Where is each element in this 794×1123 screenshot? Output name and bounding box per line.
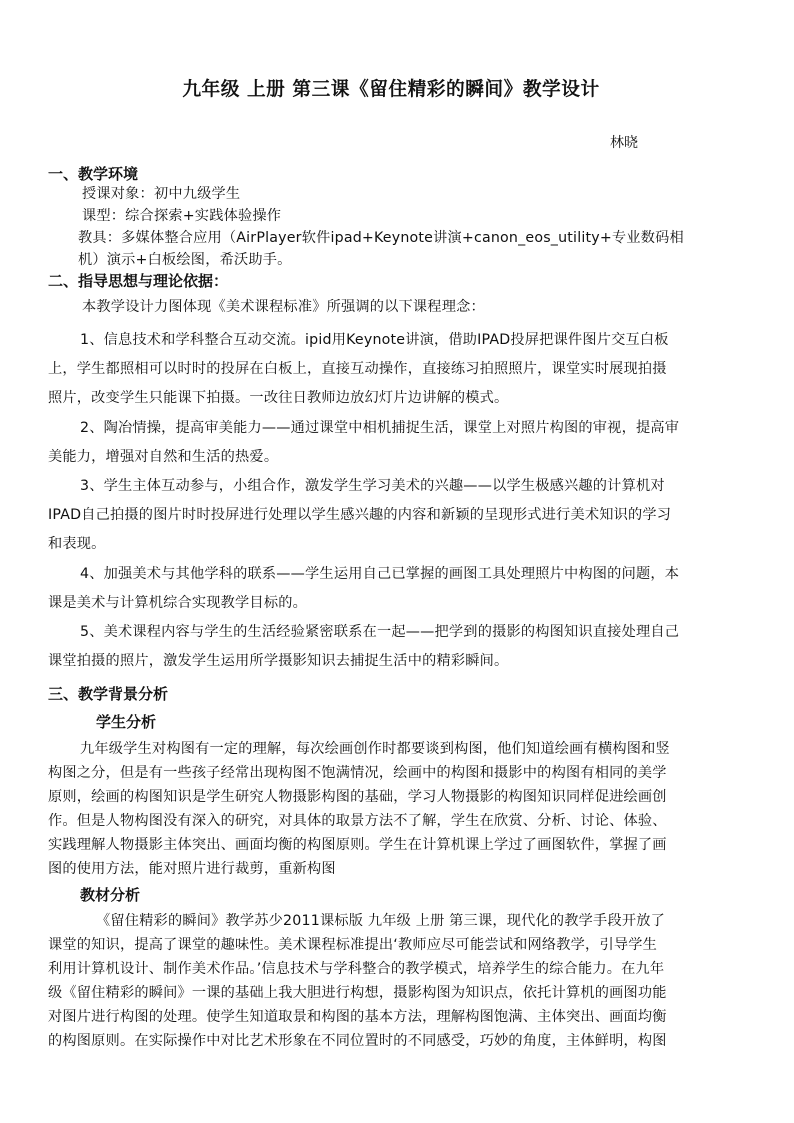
paragraph-line: 课堂拍摄的照片，激发学生运用所学摄影知识去捕捉生活中的精彩瞬间。 [48, 653, 509, 669]
paragraph-line: 图的使用方法，能对照片进行裁剪，重新构图 [48, 861, 336, 877]
paragraph-line: 课型：综合探索+实践体验操作 [82, 208, 282, 224]
paragraph-line: 1、信息技术和学科整合互动交流。ipid用Keynote讲演，借助IPAD投屏把课件图片交互白板 [80, 332, 669, 348]
paragraph-line: 原则，绘画的构图知识是学生研究人物摄影构图的基础，学习人物摄影的构图知识同样促进绘画创 [48, 789, 667, 805]
paragraph-line: 5、美术课程内容与学生的生活经验紧密联系在一起——把学到的摄影的构图知识直接处理自己 [80, 624, 680, 640]
subsection-heading: 学生分析 [96, 713, 157, 731]
paragraph-line: IPAD自己拍摄的图片时时投屏进行处理以学生感兴趣的内容和新颖的呈现形式进行美术知识的学习 [48, 507, 672, 523]
subsection-heading: 教材分析 [80, 886, 141, 904]
paragraph-line: 美能力，增强对自然和生活的热爱。 [48, 449, 279, 465]
paragraph-line: 作。但是人物构图没有深入的研究，对具体的取景方法不了解，学生在欣赏、分析、讨论、体验、 [48, 813, 667, 829]
paragraph-line: 4、加强美术与其他学科的联系——学生运用自己已掌握的画图工具处理照片中构图的问题，本 [80, 566, 680, 582]
paragraph-line: 和表现。 [48, 536, 106, 552]
paragraph-line: 本教学设计力图体现《美术课程标准》所强调的以下课程理念： [82, 299, 485, 315]
paragraph-line: 对图片进行构图的处理。使学生知道取景和构图的基本方法，理解构图饱满、主体突出、画面均衡 [48, 1009, 667, 1025]
paragraph-line: 课是美术与计算机综合实现教学目标的。 [48, 595, 307, 611]
paragraph-line: 课堂的知识，提高了课堂的趣味性。美术课程标准提出‘教师应尽可能尝试和网络教学，引导学生 [48, 937, 657, 953]
paragraph-line: 上，学生都照相可以时时的投屏在白板上，直接互动操作，直接练习拍照照片，课堂实时展现拍摄 [48, 361, 667, 377]
section-heading: 三、教学背景分析 [48, 685, 169, 703]
document-title: 九年级 上册 第三课《留住精彩的瞬间》教学设计 [182, 78, 600, 100]
paragraph-line: 教具：多媒体整合应用（AirPlayer软件ipad+Keynote讲演+canon_eos_utility+专业数码相 [78, 230, 684, 246]
paragraph-line: 机）演示+白板绘图，希沃助手。 [78, 252, 292, 268]
paragraph-line: 实践理解人物摄影主体突出、画面均衡的构图原则。学生在计算机课上学过了画图软件，掌握了画 [48, 837, 667, 853]
paragraph-line: 级《留住精彩的瞬间》一课的基础上我大胆进行构想，摄影构图为知识点，依托计算机的画图功能 [48, 985, 667, 1001]
paragraph-line: 2、陶冶情操，提高审美能力——通过课堂中相机捕捉生活，课堂上对照片构图的审视，提高审 [80, 420, 680, 436]
paragraph-line: 利用计算机设计、制作美术作品。’信息技术与学科整合的教学模式，培养学生的综合能力。在九年 [48, 961, 665, 977]
paragraph-line: 3、学生主体互动参与，小组合作，激发学生学习美术的兴趣——以学生极感兴趣的计算机对 [80, 478, 665, 494]
author-name: 林晓 [610, 135, 638, 151]
paragraph-line: 授课对象：初中九级学生 [82, 186, 241, 202]
paragraph-line: 照片，改变学生只能课下拍摄。一改往日教师边放幻灯片边讲解的模式。 [48, 390, 509, 406]
paragraph-line: 的构图原则。在实际操作中对比艺术形象在不同位置时的不同感受，巧妙的角度，主体鲜明，构图 [48, 1033, 667, 1049]
section-heading: 二、指导思想与理论依据： [48, 272, 229, 290]
paragraph-line: 九年级学生对构图有一定的理解，每次绘画创作时都要谈到构图，他们知道绘画有横构图和竖 [80, 741, 670, 757]
paragraph-line: 构图之分，但是有一些孩子经常出现构图不饱满情况，绘画中的构图和摄影中的构图有相同的美学 [48, 765, 667, 781]
paragraph-line: 《留住精彩的瞬间》教学苏少2011课标版 九年级 上册 第三课，现代化的教学手段开放了 [96, 913, 665, 929]
section-heading: 一、教学环境 [48, 165, 139, 183]
